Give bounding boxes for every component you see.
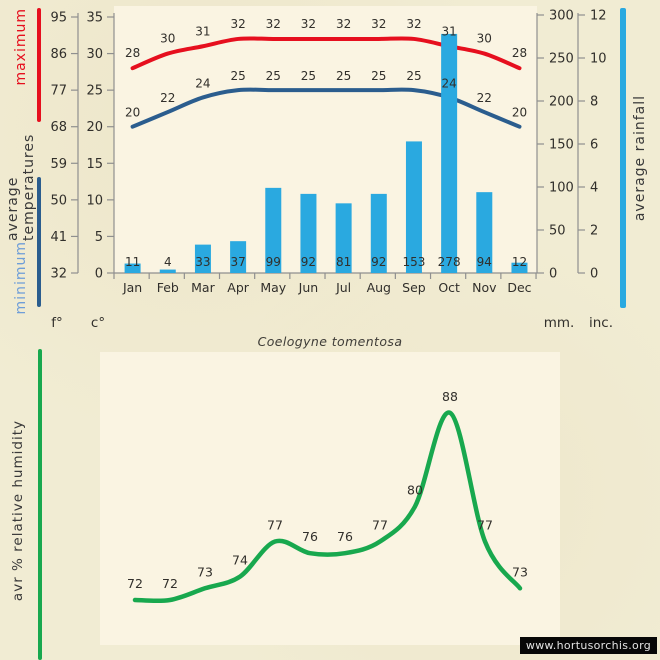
celsius-axis-tick-label: 20: [86, 120, 103, 136]
rainfall-value: 12: [511, 255, 528, 269]
rainfall-value: 94: [476, 255, 492, 269]
inches-axis-tick-label: 4: [590, 180, 599, 196]
average-temperatures-label: average temperatures: [5, 133, 37, 241]
fahrenheit-axis-tick-label: 77: [50, 83, 67, 99]
celsius-unit: c°: [90, 315, 106, 331]
humidity-value: 77: [267, 517, 283, 533]
max-temp-value: 28: [511, 46, 528, 61]
max-temp-value: 30: [476, 31, 492, 46]
fahrenheit-unit: f°: [51, 315, 63, 331]
mm-axis-tick-label: 300: [549, 8, 574, 24]
month-label: Mar: [191, 280, 215, 295]
min-temp-value: 22: [160, 91, 176, 106]
mm-axis-tick-label: 50: [549, 223, 566, 239]
inches-axis-tick-label: 12: [590, 8, 607, 24]
watermark: www.hortusorchis.org: [520, 637, 657, 654]
rainfall-bar: [160, 270, 176, 273]
rainfall-value: 11: [124, 255, 141, 269]
humidity-value: 88: [442, 388, 458, 404]
min-temp-value: 25: [406, 69, 422, 84]
month-label: Nov: [472, 280, 497, 295]
month-label: Apr: [227, 280, 249, 295]
max-temp-value: 31: [441, 24, 457, 39]
inches-axis-tick-label: 0: [590, 266, 599, 282]
max-temp-value: 32: [265, 16, 281, 31]
humidity-value: 76: [302, 529, 318, 545]
min-temp-value: 25: [265, 69, 281, 84]
humidity-value: 73: [197, 564, 213, 580]
max-temp-value: 32: [335, 16, 352, 31]
rainfall-value: 99: [265, 255, 281, 269]
fahrenheit-axis-tick-label: 50: [50, 193, 67, 209]
min-temp-value: 25: [230, 69, 246, 84]
inches-axis-tick-label: 6: [590, 137, 599, 153]
humidity-value: 77: [372, 517, 388, 533]
inches-axis-tick-label: 8: [590, 94, 599, 110]
max-temp-value: 32: [406, 16, 422, 31]
mm-axis-tick-label: 100: [549, 180, 574, 196]
month-label: Dec: [507, 280, 532, 295]
rainfall-value: 33: [195, 255, 211, 269]
max-temp-value: 28: [124, 46, 141, 61]
celsius-axis-tick-label: 15: [86, 156, 103, 172]
average-rainfall-label: average rainfall: [632, 95, 648, 222]
min-temp-value: 25: [371, 69, 387, 84]
max-temp-value: 32: [371, 16, 387, 31]
month-label: Jul: [336, 280, 352, 295]
humidity-value: 73: [512, 564, 528, 580]
maximum-label: maximum: [13, 8, 29, 86]
rainfall-value: 92: [371, 255, 387, 269]
month-label: Jan: [122, 280, 143, 295]
humidity-value: 80: [407, 482, 423, 498]
min-temp-value: 24: [195, 76, 211, 91]
fahrenheit-axis-tick-label: 32: [50, 266, 67, 282]
min-temp-value: 25: [335, 69, 352, 84]
top-plot-area: [114, 6, 537, 273]
relative-humidity-label: avr % relative humidity: [10, 420, 26, 602]
month-label: Aug: [366, 280, 392, 295]
rainfall-value: 92: [300, 255, 317, 269]
month-label: Jun: [298, 280, 319, 295]
month-label: May: [260, 280, 287, 295]
humidity-value: 74: [232, 552, 248, 568]
inches-axis-tick-label: 2: [590, 223, 599, 239]
rainfall-value: 4: [163, 255, 172, 269]
min-temp-value: 25: [300, 69, 317, 84]
celsius-axis-tick-label: 10: [86, 193, 103, 209]
humidity-value: 76: [337, 529, 353, 545]
rainfall-value: 278: [437, 255, 461, 269]
max-temp-value: 30: [160, 31, 176, 46]
month-label: Oct: [438, 280, 460, 295]
celsius-axis-tick-label: 30: [86, 47, 103, 63]
month-label: Sep: [402, 280, 426, 295]
min-temp-value: 20: [511, 105, 528, 120]
rainfall-value: 37: [230, 255, 246, 269]
rainfall-axis-title: [632, 95, 648, 221]
mm-axis-tick-label: 250: [549, 51, 574, 67]
rainfall-bar: [406, 141, 422, 273]
mm-axis-tick-label: 150: [549, 137, 574, 153]
fahrenheit-axis-tick-label: 95: [50, 10, 67, 26]
month-label: Feb: [156, 280, 179, 295]
inches-unit: inc.: [588, 315, 614, 331]
rainfall-value: 153: [402, 255, 426, 269]
max-temp-value: 31: [195, 24, 211, 39]
fahrenheit-axis-tick-label: 59: [50, 156, 67, 172]
min-temp-value: 22: [476, 91, 492, 106]
humidity-value: 72: [162, 576, 178, 591]
celsius-axis-tick-label: 35: [86, 10, 103, 26]
fahrenheit-axis-tick-label: 68: [50, 120, 67, 136]
min-temp-value: 24: [441, 76, 457, 91]
max-temp-value: 32: [300, 16, 317, 31]
mm-unit: mm.: [543, 315, 575, 331]
fahrenheit-axis-tick-label: 41: [50, 229, 67, 245]
species-title: Coelogyne tomentosa: [257, 334, 403, 349]
humidity-value: 72: [127, 576, 143, 591]
mm-axis-tick-label: 0: [549, 266, 558, 282]
minimum-label: minimum: [13, 240, 29, 314]
celsius-axis-tick-label: 0: [94, 266, 103, 282]
mm-axis-tick-label: 200: [549, 94, 574, 110]
celsius-axis-tick-label: 25: [86, 83, 103, 99]
fahrenheit-axis-tick-label: 86: [50, 47, 67, 63]
humidity-chart: [0, 345, 660, 660]
humidity-value: 77: [477, 517, 493, 533]
rainfall-value: 81: [335, 255, 352, 269]
inches-axis-tick-label: 10: [590, 51, 607, 67]
celsius-axis-tick-label: 5: [94, 229, 103, 245]
max-temp-value: 32: [230, 16, 246, 31]
rainfall-bar: [441, 34, 457, 273]
min-temp-value: 20: [124, 105, 141, 120]
